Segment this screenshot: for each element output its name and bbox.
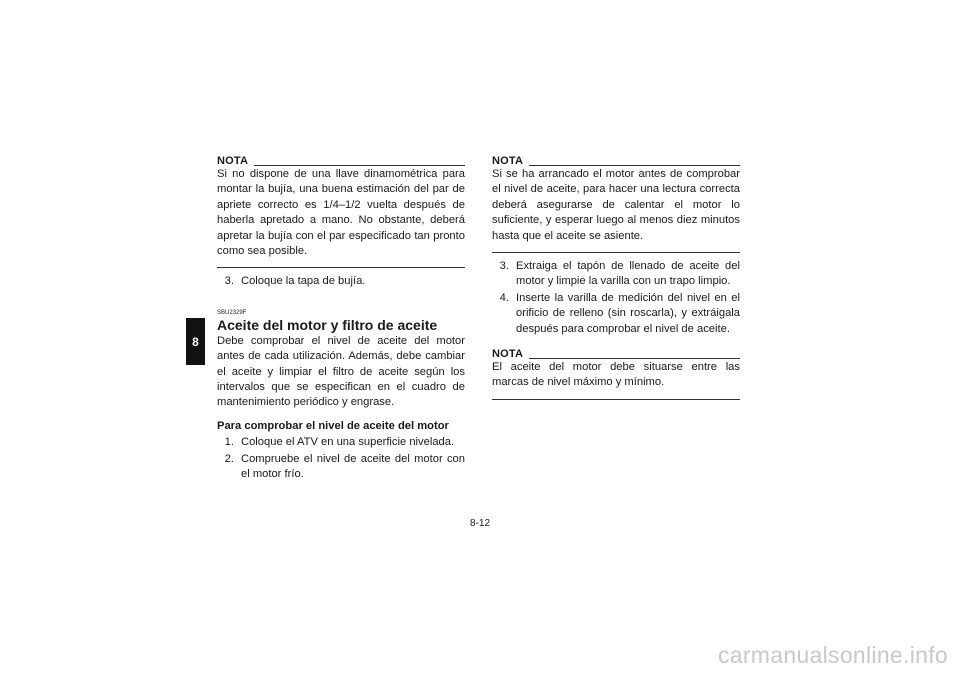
note-header <box>217 152 465 167</box>
step-number: 3. <box>224 275 234 288</box>
list-item <box>217 452 465 483</box>
step-text: Compruebe el nivel de aceite del motor con el motor frío. <box>241 452 465 481</box>
note-rule <box>529 358 740 359</box>
step-text: Extraiga el tapón de llenado de aceite del motor y limpie la varilla con un trapo limpio. <box>516 260 740 288</box>
step-text: Inserte la varilla de medición del nivel en el orificio de relleno (sin roscarla), y extráigala después para comprobar el nivel de aceite. <box>516 291 740 335</box>
left-column <box>217 150 465 483</box>
section-body: Debe comprobar el nivel de aceite del motor antes de cada utilización. Además, debe cambiar el aceite y limpiar el filtro de aceite según los intervalos que se especifican en el cuadro de mantenimiento periódico y engrase. <box>217 334 465 409</box>
step-number: 4. <box>499 291 509 304</box>
page-number: 8-12 <box>469 518 490 529</box>
step-number: 1. <box>224 436 234 449</box>
right-column <box>492 150 740 400</box>
note-body: El aceite del motor debe situarse entre las marcas de nivel máximo y mínimo. <box>492 361 740 389</box>
note-end-rule <box>217 267 465 268</box>
step-number: 2. <box>224 452 234 465</box>
step-text: Coloque la tapa de bujía. <box>241 275 366 288</box>
section-code: SBU2329F <box>217 309 247 316</box>
section-title: Aceite del motor y filtro de aceite <box>217 316 438 333</box>
note-rule <box>254 165 465 166</box>
chapter-tab: 8 <box>186 318 205 365</box>
list-item <box>492 259 740 290</box>
note-body: Si no dispone de una llave dinamométrica para montar la bujía, una buena estimación del par de apriete correcto es 1/4–1/2 vuelta después de haberla apretado a mano. No obstante, deberá apretar la bujía con el par especificado tan pronto como sea posible. <box>217 168 465 258</box>
step-number: 3. <box>499 260 509 273</box>
subheading: Para comprobar el nivel de aceite del motor <box>217 419 449 432</box>
note-label: NOTA <box>217 155 249 167</box>
note-body: Si se ha arrancado el motor antes de comprobar el nivel de aceite, para hacer una lectura correcta deberá asegurarse de calentar el motor lo suficiente, y esperar luego al menos diez minutos hasta que el aceite se asiente. <box>492 168 740 242</box>
step-text: Coloque el ATV en una superficie nivelada. <box>241 436 455 449</box>
list-item <box>217 274 465 289</box>
watermark: carmanualsonline.info <box>717 642 948 668</box>
note-label: NOTA <box>492 155 524 167</box>
list-item <box>492 291 740 337</box>
list-item <box>217 435 465 450</box>
note-label: NOTA <box>492 348 524 361</box>
note-end-rule <box>492 252 740 253</box>
note-header <box>492 152 740 167</box>
note-rule <box>529 165 740 166</box>
note-header <box>492 345 740 360</box>
note-end-rule <box>492 399 740 400</box>
